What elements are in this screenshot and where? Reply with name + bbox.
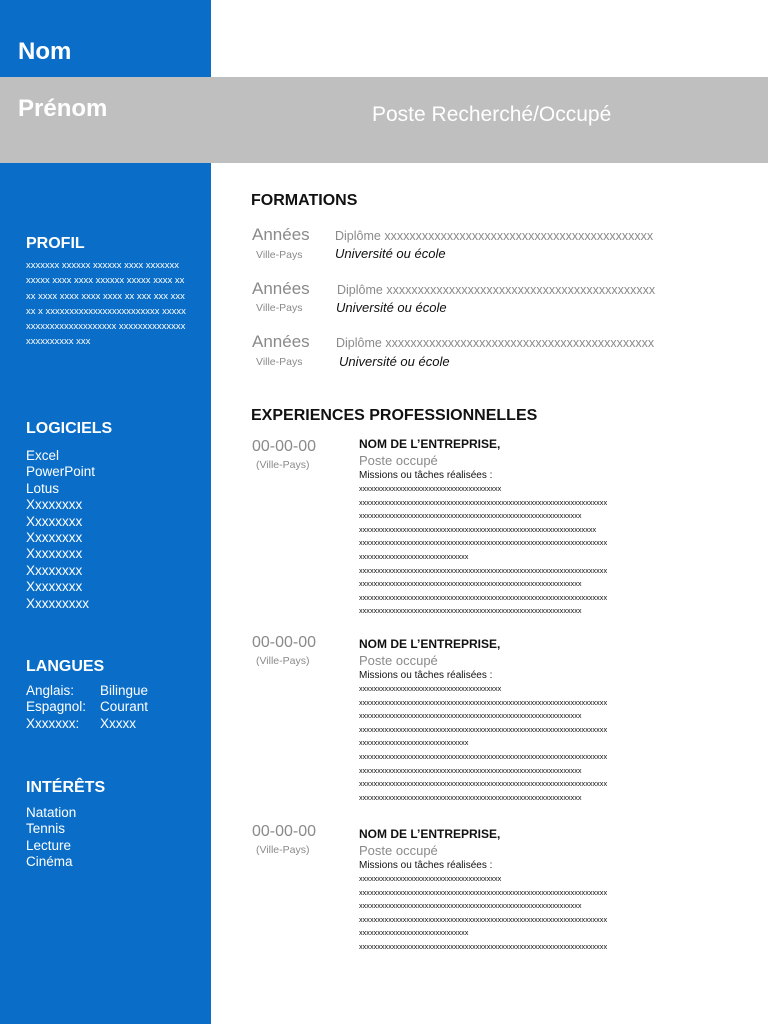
experience-missions-text <box>359 872 721 954</box>
mission-line: xxxxxxxxxxxxxxxxxxxxxxxxxxxxxxxxxxxxxxxxxxxxxxxxxxxxxxxxxxxxx <box>359 792 582 802</box>
last-name: Nom <box>18 38 72 65</box>
langue-row <box>26 699 148 715</box>
first-name: Prénom <box>18 95 108 122</box>
langues-list <box>26 683 148 732</box>
logiciel-item: PowerPoint <box>26 464 96 480</box>
mission-line: xxxxxxxxxxxxxxxxxxxxxxxxxxxxxxxxxxxxxxxxxxxxxxxxxxxxxxxxxxxxx <box>359 606 582 616</box>
interets-title: INTÉRÊTS <box>26 779 106 796</box>
formation-school: Université ou école <box>336 300 447 315</box>
mission-line: xxxxxxxxxxxxxxxxxxxxxxxxxxxxxxxxxxxxxxxxxxxxxxxxxxxxxxxxxxxxx <box>359 579 582 589</box>
formation-diploma: Diplôme xxxxxxxxxxxxxxxxxxxxxxxxxxxxxxxxxxxxxxxxxxx <box>337 283 656 297</box>
formation-location: Ville-Pays <box>256 356 303 368</box>
logiciel-item: Xxxxxxxxx <box>26 595 90 611</box>
experience-location: (Ville-Pays) <box>256 459 310 471</box>
experience-position: Poste occupé <box>359 843 438 858</box>
experience-missions-text <box>359 682 721 804</box>
experience-company: NOM DE L’ENTREPRISE, <box>359 437 501 451</box>
experience-location: (Ville-Pays) <box>256 844 310 856</box>
mission-line: xxxxxxxxxxxxxxxxxxxxxxxxxxxxxxxxxxxxxxxxxxxxxxxxxxxxxxxxxxxxx <box>359 765 582 775</box>
langue-level: Courant <box>100 699 149 715</box>
langue-row <box>26 683 148 699</box>
mission-line: xxxxxxxxxxxxxxxxxxxxxxxxxxxxxxxxxxxxxxxxxxxxxxxxxxxxxxxxxxxxxxxxxxxx <box>359 565 608 575</box>
logiciel-item: Xxxxxxxx <box>26 513 83 529</box>
interets-list <box>26 805 76 871</box>
mission-line: xxxxxxxxxxxxxxxxxxxxxxxxxxxxxxxxxxxxxxxxxxxxxxxxxxxxxxxxxxxxxxxxxxxx <box>359 592 608 602</box>
mission-line: xxxxxxxxxxxxxxxxxxxxxxxxxxxxxxxxxxxxxxxxxxxxxxxxxxxxxxxxxxxxxxxxxxxx <box>359 697 608 707</box>
experience-location: (Ville-Pays) <box>256 655 310 667</box>
logiciel-item: Xxxxxxxx <box>26 530 83 546</box>
langue-row <box>26 716 148 732</box>
interet-item: Natation <box>26 805 77 820</box>
mission-line: xxxxxxxxxxxxxxxxxxxxxxxxxxxxxxxxxxxxxxxxxxxxxxxxxxxxxxxxxxxxxxxxxxxx <box>359 941 608 951</box>
mission-line: xxxxxxxxxxxxxxxxxxxxxxxxxxxxxx <box>359 928 469 938</box>
mission-line: xxxxxxxxxxxxxxxxxxxxxxxxxxxxxxxxxxxxxxxxxxxxxxxxxxxxxxxxxxxxx <box>359 901 582 911</box>
langue-level: Bilingue <box>100 683 149 698</box>
experience-company: NOM DE L’ENTREPRISE, <box>359 637 501 651</box>
langue-name: Xxxxxxx: <box>26 715 80 731</box>
logiciel-item: Lotus <box>26 480 60 496</box>
formation-diploma: Diplôme xxxxxxxxxxxxxxxxxxxxxxxxxxxxxxxxxxxxxxxxxxx <box>336 336 655 350</box>
mission-line: xxxxxxxxxxxxxxxxxxxxxxxxxxxxxx <box>359 738 469 748</box>
logiciel-item: Xxxxxxxx <box>26 579 83 595</box>
formation-year: Années <box>252 225 310 244</box>
experience-position: Poste occupé <box>359 653 438 668</box>
experiences-title: EXPERIENCES PROFESSIONNELLES <box>251 407 538 424</box>
formation-location: Ville-Pays <box>256 249 303 261</box>
langue-level: Xxxxx <box>100 715 137 731</box>
interet-item: Cinéma <box>26 854 73 870</box>
profil-title: PROFIL <box>26 235 85 252</box>
langue-name: Espagnol: <box>26 699 87 715</box>
profil-text: xxxxxxx xxxxxx xxxxxx xxxx xxxxxxx xxxxx xxxx xxxx xxxxxx xxxxx xxxx xxxx xxxx xxxx xxxx xxxx xx xxx xxx xxx xx x xxxxxxxxxxxxxxxxxxxxxxxx xxxxxxxxxxxxxxxxxxxxxxxx xxxxxxxxxxxxxxxxxxxxxxxx xxx <box>26 260 186 348</box>
formation-year: Années <box>252 279 310 298</box>
formation-school: Université ou école <box>339 354 450 369</box>
mission-line: xxxxxxxxxxxxxxxxxxxxxxxxxxxxxxxxxxxxxxxxxxxxxxxxxxxxxxxxxxxxxxxxxxxx <box>359 779 608 789</box>
mission-line: xxxxxxxxxxxxxxxxxxxxxxxxxxxxxxxxxxxxxxxxxxxxxxxxxxxxxxxxxxxxxxxxxxxx <box>359 724 608 734</box>
mission-line: xxxxxxxxxxxxxxxxxxxxxxxxxxxxxxxxxxxxxxxxxxxxxxxxxxxxxxxxxxxxxxxxxxxx <box>359 887 608 897</box>
langue-name: Anglais: <box>26 683 75 698</box>
mission-line: xxxxxxxxxxxxxxxxxxxxxxxxxxxxxxxxxxxxxxx <box>359 484 502 493</box>
mission-line: xxxxxxxxxxxxxxxxxxxxxxxxxxxxxxxxxxxxxxxxxxxxxxxxxxxxxxxxxxxxxxxxx <box>359 524 597 534</box>
experience-date: 00-00-00 <box>252 823 317 840</box>
formation-location: Ville-Pays <box>256 302 303 314</box>
langues-title: LANGUES <box>26 658 105 675</box>
logiciel-item: Xxxxxxxx <box>26 546 83 562</box>
logiciel-item: Excel <box>26 448 60 463</box>
interet-item: Tennis <box>26 821 66 837</box>
mission-line: xxxxxxxxxxxxxxxxxxxxxxxxxxxxxx <box>359 551 469 561</box>
experience-missions-text <box>359 482 721 618</box>
experience-missions-label: Missions ou tâches réalisées : <box>359 860 493 871</box>
experience-missions-label: Missions ou tâches réalisées : <box>359 670 493 681</box>
interet-item: Lecture <box>26 837 72 853</box>
formation-year: Années <box>252 332 310 351</box>
mission-line: xxxxxxxxxxxxxxxxxxxxxxxxxxxxxxxxxxxxxxxxxxxxxxxxxxxxxxxxxxxxxxxxxxxx <box>359 497 608 507</box>
experience-date: 00-00-00 <box>252 438 317 455</box>
logiciel-item: Xxxxxxxx <box>26 562 83 578</box>
mission-line: xxxxxxxxxxxxxxxxxxxxxxxxxxxxxxxxxxxxxxxxxxxxxxxxxxxxxxxxxxxxx <box>359 511 582 521</box>
logiciel-item: Xxxxxxxx <box>26 497 83 513</box>
experience-missions-label: Missions ou tâches réalisées : <box>359 470 493 481</box>
job-title: Poste Recherché/Occupé <box>372 103 612 126</box>
experience-company: NOM DE L’ENTREPRISE, <box>359 827 501 841</box>
mission-line: xxxxxxxxxxxxxxxxxxxxxxxxxxxxxxxxxxxxxxxxxxxxxxxxxxxxxxxxxxxxx <box>359 711 582 721</box>
mission-line: xxxxxxxxxxxxxxxxxxxxxxxxxxxxxxxxxxxxxxxxxxxxxxxxxxxxxxxxxxxxxxxxxxxx <box>359 751 608 761</box>
formation-diploma: Diplôme xxxxxxxxxxxxxxxxxxxxxxxxxxxxxxxxxxxxxxxxxxx <box>335 229 654 243</box>
logiciels-title: LOGICIELS <box>26 420 113 437</box>
experience-date: 00-00-00 <box>252 634 317 651</box>
mission-line: xxxxxxxxxxxxxxxxxxxxxxxxxxxxxxxxxxxxxxxxxxxxxxxxxxxxxxxxxxxxxxxxxxxx <box>359 914 608 924</box>
mission-line: xxxxxxxxxxxxxxxxxxxxxxxxxxxxxxxxxxxxxxx <box>359 684 502 693</box>
logiciels-list <box>26 448 95 612</box>
mission-line: xxxxxxxxxxxxxxxxxxxxxxxxxxxxxxxxxxxxxxx <box>359 874 502 883</box>
mission-line: xxxxxxxxxxxxxxxxxxxxxxxxxxxxxxxxxxxxxxxxxxxxxxxxxxxxxxxxxxxxxxxxxxxx <box>359 538 608 548</box>
formation-school: Université ou école <box>335 246 446 261</box>
formations-title: FORMATIONS <box>251 192 358 209</box>
experience-position: Poste occupé <box>359 453 438 468</box>
